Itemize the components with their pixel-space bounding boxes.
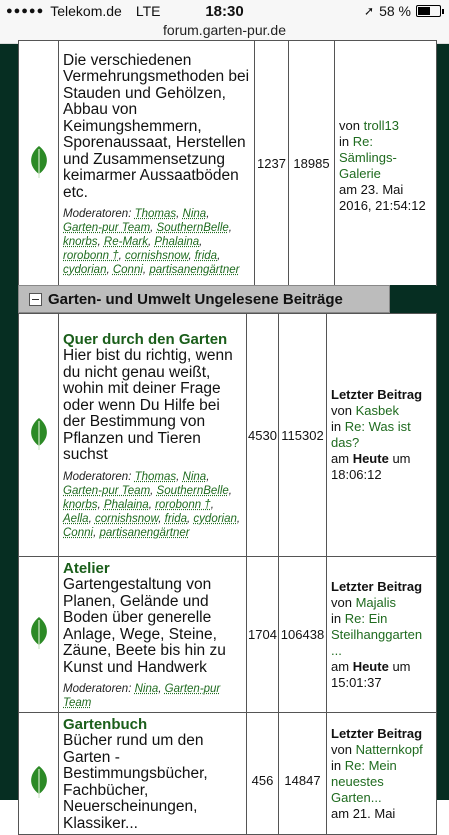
moderators-label: Moderatoren: <box>63 683 132 695</box>
network-label: LTE <box>135 3 161 19</box>
forum-description: Die verschiedenen Vermehrungsmethoden bei Stauden und Gehölzen, Abbau von Keimungshemmern, Sporenaussaat, Herstellen und Zusammensetzung keimarmer Aussaatböden etc. <box>63 51 250 201</box>
moderator-link[interactable]: SouthernBelle <box>156 222 229 235</box>
address-bar[interactable]: forum.garten-pur.de <box>0 22 449 44</box>
last-post-by-label: von <box>331 741 352 757</box>
forum-table-1 <box>18 40 437 286</box>
forum-icon-cell <box>19 713 59 835</box>
category-title: Garten- und Umwelt <box>48 290 191 308</box>
moderators <box>63 682 242 710</box>
forum-description: Gartengestaltung von Planen, Gelände und Boden über generelle Anlage, Wege, Steine, Zäune, Beete bis hin zu Kunst und Handwerk <box>63 576 226 676</box>
last-post-date: am 23. Mai 2016, 21:54:12 <box>339 181 426 213</box>
moderator-list: Thomas, Nina, Garten-pur Team, SouthernBelle, knorbs, Phalaina, rorobonn †, Aella, cornishsnow, frida, cydorian, Conni, partisanengärtner <box>63 470 241 539</box>
last-post-thread-link[interactable]: Re: Ein Steilhanggarten ... <box>331 610 423 658</box>
moderator-link[interactable]: partisanengärtner <box>99 526 190 539</box>
topics-count: 1704 <box>247 557 279 713</box>
moderator-link[interactable]: Conni <box>63 526 94 539</box>
moderators-label: Moderatoren: <box>63 208 132 221</box>
moderator-link[interactable]: knorbs <box>63 498 98 511</box>
forum-description-cell <box>59 41 255 286</box>
forum-description: Bücher rund um den Garten - Bestimmungsbücher, Fachbücher, Neuerscheinungen, Klassiker... <box>63 732 208 832</box>
last-post-date-prefix: am <box>331 451 350 466</box>
forum-icon-cell <box>19 314 59 557</box>
forum-row <box>19 557 437 713</box>
last-post-date-time: 21. Mai <box>352 805 396 821</box>
last-post-by-label: von <box>331 403 352 418</box>
last-post-date-time: um 18:06:12 <box>331 451 411 482</box>
last-post-in-label: in <box>331 610 342 626</box>
forum-row <box>19 314 437 557</box>
moderator-link[interactable]: frida <box>164 512 188 525</box>
moderator-link[interactable]: Phalaina <box>154 236 200 249</box>
last-post-in-label: in <box>339 133 350 149</box>
last-post-in-label: in <box>331 419 342 434</box>
moderator-list: Nina, Garten-pur Team <box>63 683 221 709</box>
last-post-date-day: Heute <box>352 451 389 466</box>
moderator-link[interactable]: Phalaina <box>103 498 149 511</box>
moderator-link[interactable]: Garten-pur Team <box>63 222 151 235</box>
last-post-label: Letzter Beitrag <box>331 725 423 741</box>
moderator-link[interactable]: Garten-pur Team <box>63 683 221 709</box>
moderator-link[interactable]: Nina <box>182 208 207 221</box>
last-post-user-link[interactable]: troll13 <box>363 117 400 133</box>
carrier-label: Telekom.de <box>50 3 122 19</box>
leaf-icon <box>27 145 51 182</box>
last-post-date-prefix: am <box>331 805 350 821</box>
last-post-thread-link[interactable]: Re: Sämlings-Galerie <box>339 133 397 181</box>
last-post-date-prefix: am <box>331 658 350 674</box>
category-header[interactable] <box>18 285 390 313</box>
location-icon: ➚ <box>364 4 375 18</box>
forum-icon-cell <box>19 557 59 713</box>
moderator-link[interactable]: rorobonn † <box>63 250 119 263</box>
moderator-link[interactable]: partisanengärtner <box>149 264 240 277</box>
left-rail <box>0 44 18 800</box>
collapse-icon[interactable] <box>29 293 42 306</box>
forum-description-cell <box>59 314 247 557</box>
last-post-cell <box>327 713 437 835</box>
last-post-cell <box>335 41 437 286</box>
moderator-link[interactable]: Aella <box>63 512 89 525</box>
forum-title-link[interactable]: Quer durch den Garten <box>63 331 228 349</box>
moderator-link[interactable]: SouthernBelle <box>156 484 229 497</box>
moderator-link[interactable]: Conni <box>112 264 143 277</box>
moderator-link[interactable]: cydorian <box>193 512 237 525</box>
last-post-user-link[interactable]: Natternkopf <box>355 741 423 757</box>
topics-count: 456 <box>247 713 279 835</box>
status-bar <box>0 0 449 22</box>
moderators <box>63 470 242 540</box>
unread-posts-link[interactable]: Ungelesene Beiträge <box>194 290 343 308</box>
moderator-link[interactable]: knorbs <box>63 236 98 249</box>
last-post-by-label: von <box>339 117 360 133</box>
status-right <box>364 3 441 19</box>
moderator-link[interactable]: cornishsnow <box>125 250 189 263</box>
last-post-cell <box>327 557 437 713</box>
forum-title-link[interactable]: Atelier <box>63 560 110 577</box>
battery-fill <box>418 7 430 15</box>
forum-icon-cell <box>19 41 59 286</box>
forum-description: Hier bist du richtig, wenn du nicht genau weißt, wohin mit deiner Frage oder wenn Du Hilfe bei der Bestimmung von Pflanzen und Tieren suchst <box>63 347 233 464</box>
battery-icon <box>416 5 441 17</box>
last-post-in-label: in <box>331 757 342 773</box>
last-post-cell <box>327 314 437 557</box>
moderator-link[interactable]: Re-Mark <box>103 236 149 249</box>
moderator-link[interactable]: Garten-pur Team <box>63 484 151 497</box>
signal-icon: ●●●●● <box>6 5 45 17</box>
forum-description-cell <box>59 713 247 835</box>
topics-count: 4530 <box>247 314 279 557</box>
forum-title-link[interactable]: Gartenbuch <box>63 716 148 733</box>
posts-count: 115302 <box>279 314 327 557</box>
last-post-thread-link[interactable]: Re: Was ist das? <box>331 419 411 450</box>
forum-page <box>0 44 449 832</box>
posts-count: 18985 <box>289 41 335 286</box>
last-post-user-link[interactable]: Kasbek <box>355 403 399 418</box>
moderator-link[interactable]: frida <box>194 250 218 263</box>
last-post-thread-link[interactable]: Re: Mein neuestes Garten... <box>331 757 397 805</box>
clock: 18:30 <box>205 3 244 20</box>
moderator-link[interactable]: Thomas <box>134 470 177 483</box>
posts-count: 106438 <box>279 557 327 713</box>
last-post-date-time: um 15:01:37 <box>331 658 411 690</box>
moderator-link[interactable]: Nina <box>134 683 159 695</box>
moderator-list: Thomas, Nina, Garten-pur Team, SouthernBelle, knorbs, Re-Mark, Phalaina, rorobonn †, cornishsnow, frida, cydorian, Conni, partisanengärtner <box>63 208 240 277</box>
moderator-link[interactable]: Thomas <box>134 208 177 221</box>
topics-count: 1237 <box>255 41 289 286</box>
forum-row <box>19 41 437 286</box>
forum-row <box>19 713 437 835</box>
moderator-link[interactable]: Nina <box>182 470 207 483</box>
moderators <box>63 207 250 277</box>
moderator-link[interactable]: cydorian <box>63 264 107 277</box>
leaf-icon <box>27 616 51 653</box>
last-post-label: Letzter Beitrag <box>331 578 423 594</box>
category-strip <box>390 285 436 313</box>
leaf-icon <box>27 765 51 802</box>
last-post-label: Letzter Beitrag <box>331 387 423 402</box>
last-post-date-day: Heute <box>352 658 389 674</box>
last-post-user-link[interactable]: Majalis <box>355 594 397 610</box>
moderator-link[interactable]: rorobonn † <box>155 498 211 511</box>
right-rail <box>436 44 449 800</box>
forum-table-2 <box>18 313 437 835</box>
posts-count: 14847 <box>279 713 327 835</box>
last-post-by-label: von <box>331 594 352 610</box>
battery-percent: 58 % <box>379 3 411 19</box>
moderators-label: Moderatoren: <box>63 470 132 483</box>
forum-description-cell <box>59 557 247 713</box>
moderator-link[interactable]: cornishsnow <box>94 512 159 525</box>
leaf-icon <box>27 417 51 454</box>
